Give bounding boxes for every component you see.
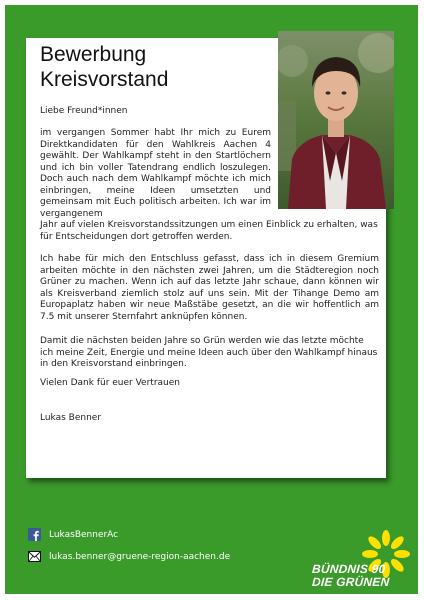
greeting: Liebe Freund*innen — [40, 106, 128, 116]
logo-line-2: DIE GRÜNEN — [311, 575, 390, 589]
logo-line-1: BÜNDNIS 90 — [311, 562, 386, 576]
paragraph-3: Damit die nächsten beiden Jahre so Grün werden wie das letzte möchte ich meine Zeit, Energie und meine Ideen auch über den Wahlkampf hinaus in den Kreisvorstand einbringen. — [40, 336, 378, 369]
party-logo — [312, 532, 412, 588]
facebook-handle[interactable]: LukasBennerAc — [49, 529, 119, 540]
signature: Lukas Benner — [40, 413, 102, 423]
page-title: Bewerbung Kreisvorstand — [40, 43, 169, 91]
paragraph-1-continued: Jahr auf vielen Kreisvorstandssitzungen um einen Einblick zu erhalten, was für Entscheidungen dort getroffen werden. — [40, 220, 378, 242]
envelope-icon — [28, 550, 41, 563]
facebook-icon — [28, 528, 41, 541]
email-contact[interactable] — [28, 550, 230, 563]
paragraph-2: Ich habe für mich den Entschluss gefasst, dass ich in diesem Gremium arbeiten möchte in den nächsten zwei Jahren, um die Städteregion noch Grüner zu machen. Wenn ich auf das letzte Jahr schaue, dann können wir als Kreisverband ziemlich stolz auf uns sein. Mit der Tihange Demo am Europaplatz haben wir neue Maßstäbe gesetzt, an die wir hoffentlich am 7.5 mit unserer Sternfahrt anknüpfen können. — [40, 254, 379, 322]
closing-line: Vielen Dank für euer Vertrauen — [40, 378, 180, 388]
email-address[interactable]: lukas.benner@gruene-region-aachen.de — [49, 551, 231, 562]
candidate-photo — [278, 31, 394, 209]
paragraph-1: im vergangen Sommer habt Ihr mich zu Eurem Direktkandidaten für den Wahlkreis Aachen 4 gewählt. Der Wahlkampf steht in den Startlöchern und ich bin voller Tatendrang endlich loszulegen. Doch auch nach dem Wahlkampf möchte ich mich einbringen, meine Ideen umsetzten und gemeinsam mit Euch politisch arbeiten. Ich war im vergangenem — [40, 128, 271, 219]
facebook-contact[interactable] — [28, 528, 118, 541]
